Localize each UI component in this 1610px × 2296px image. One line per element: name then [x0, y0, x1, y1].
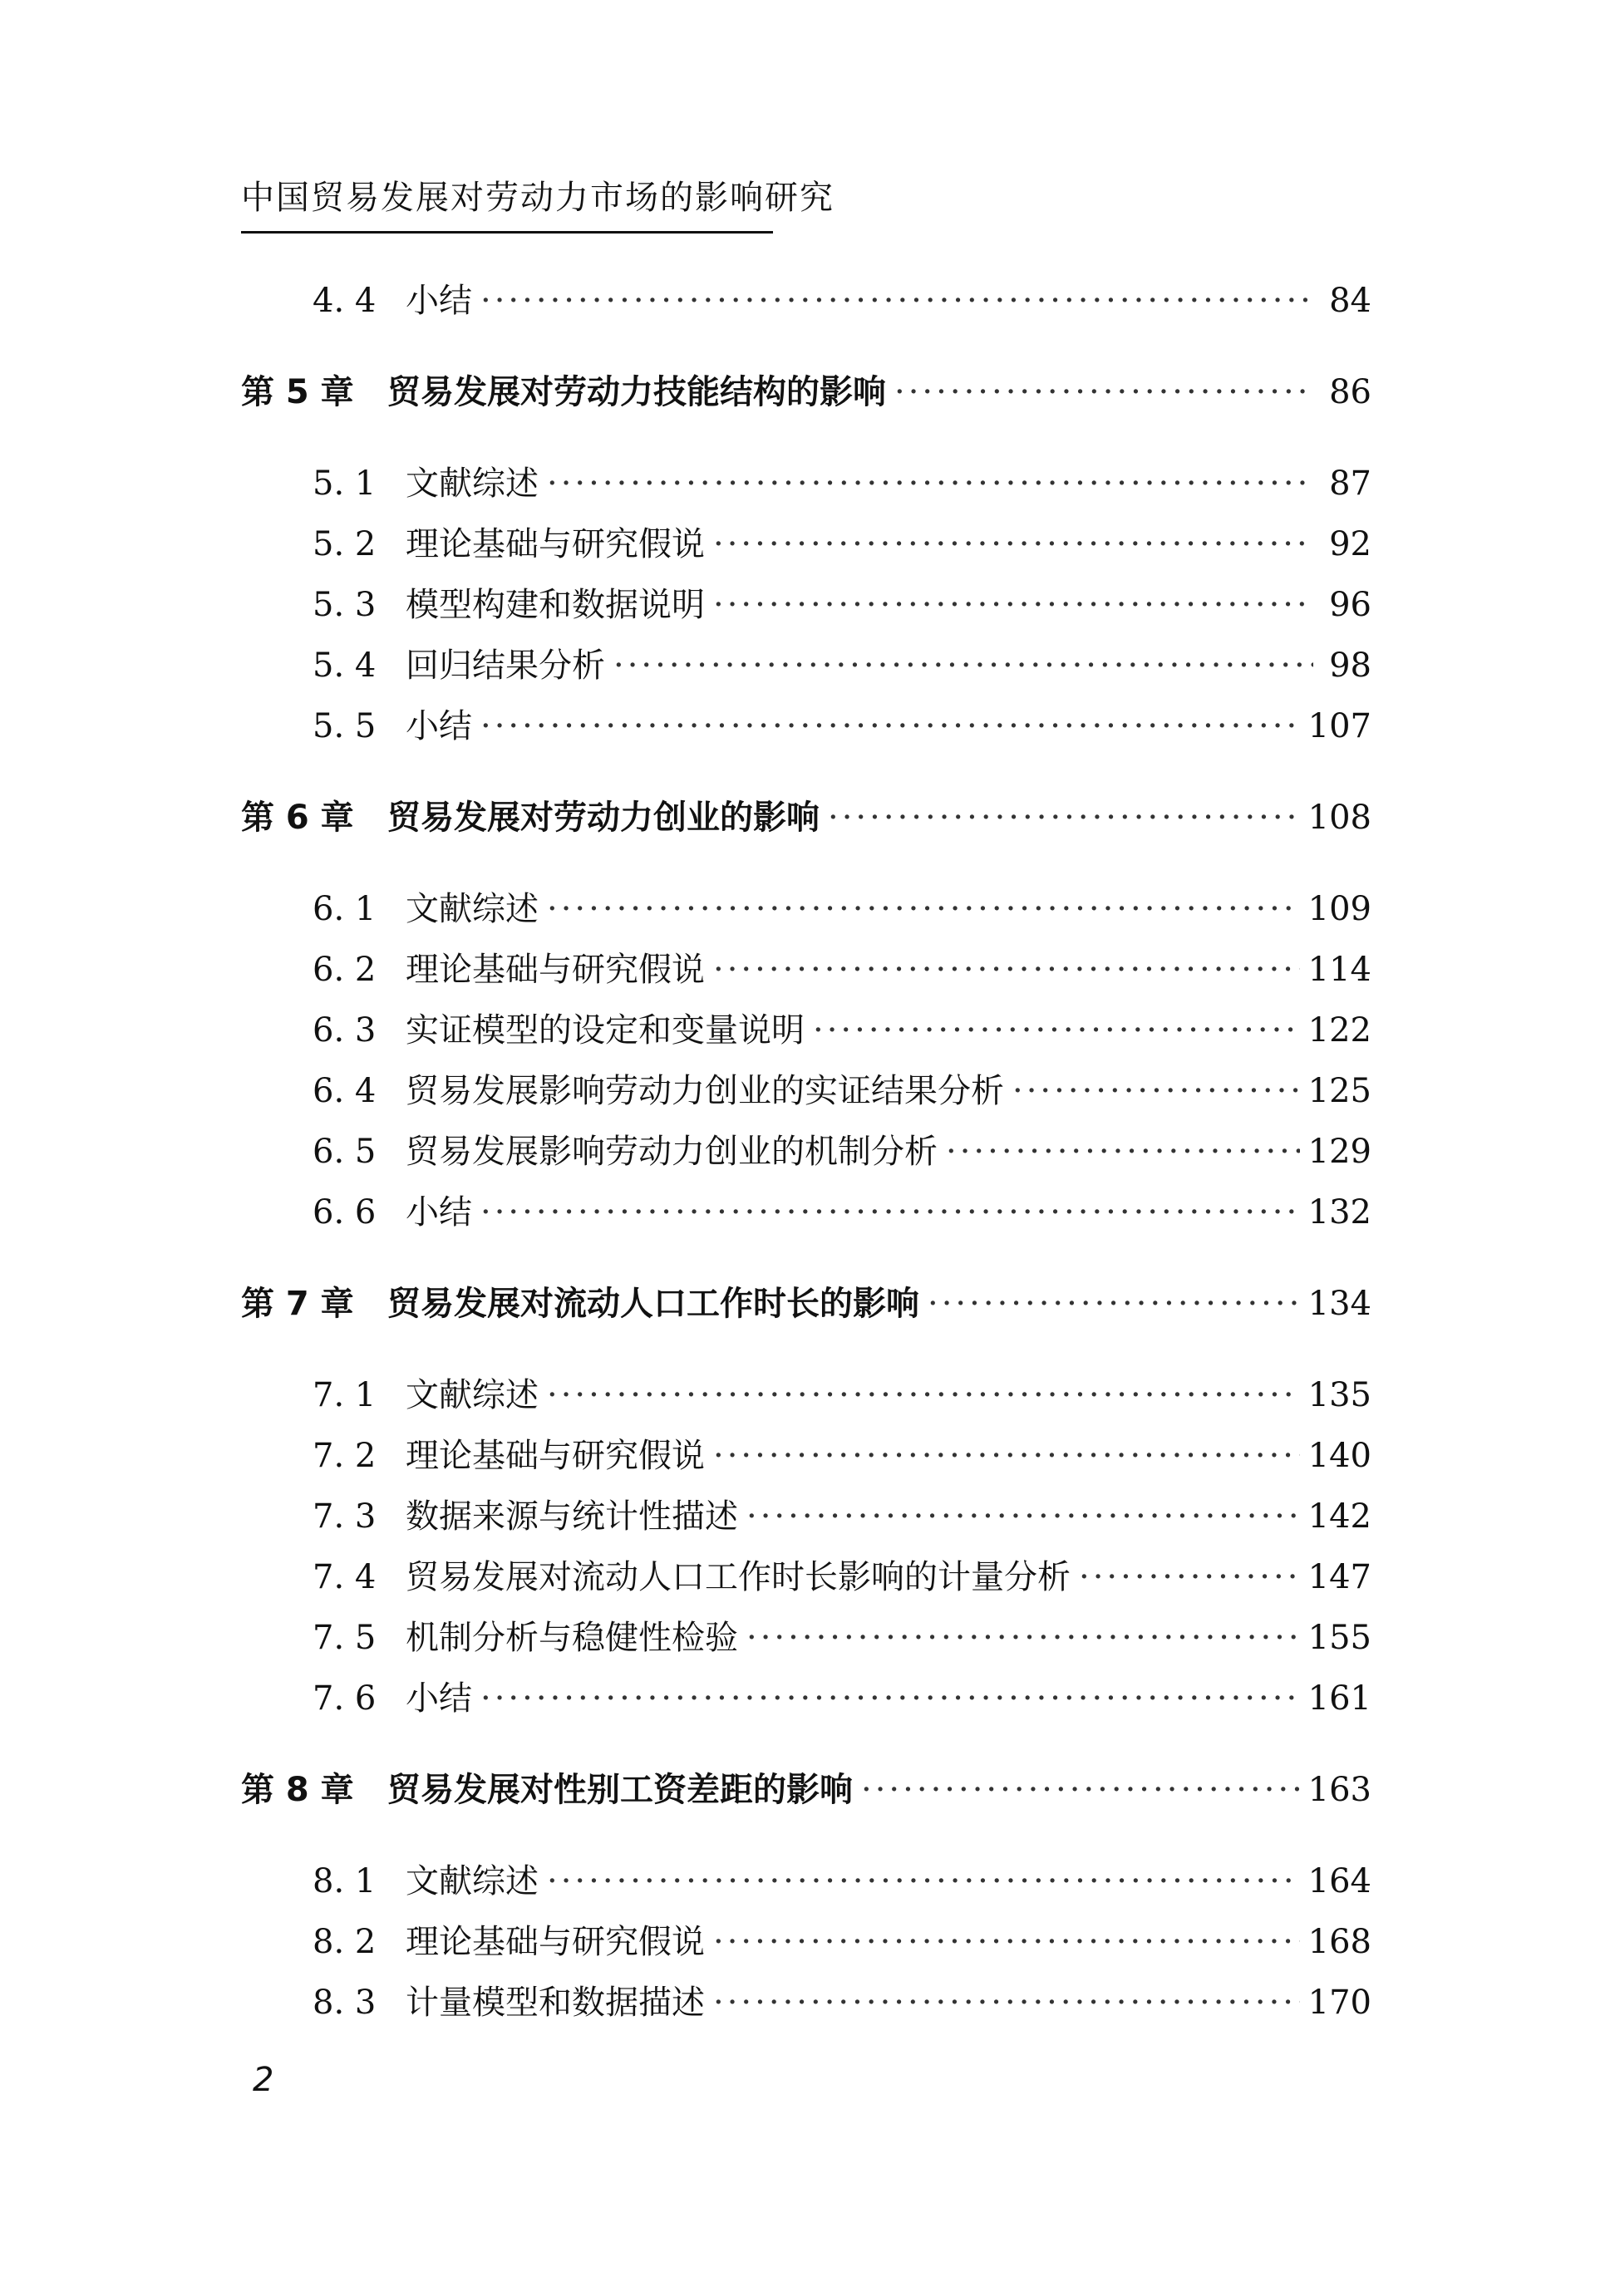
toc-title: 计量模型和数据描述 [406, 1984, 705, 2022]
toc-number: 第 6 章 [241, 799, 354, 837]
dot-leader [547, 1376, 1300, 1414]
toc-number: 6. 5 [313, 1133, 377, 1171]
dot-leader [861, 1771, 1300, 1809]
dot-leader [480, 707, 1300, 745]
toc-page: 114 [1307, 951, 1371, 989]
toc-title: 理论基础与研究假说 [406, 1923, 705, 1961]
toc-title: 贸易发展对劳动力创业的影响 [387, 799, 820, 837]
toc-page: 96 [1329, 586, 1371, 624]
toc-page: 155 [1307, 1619, 1371, 1657]
toc-title: 贸易发展影响劳动力创业的实证结果分析 [406, 1072, 1004, 1110]
toc-entry[interactable] [241, 518, 1371, 568]
dot-leader [713, 586, 1313, 624]
toc-number: 5. 1 [313, 465, 377, 503]
toc-entry[interactable] [241, 1672, 1371, 1722]
dot-leader [1079, 1558, 1300, 1596]
dot-leader [828, 799, 1300, 837]
toc-entry[interactable] [241, 883, 1371, 932]
page-number: 2 [253, 2061, 274, 2099]
toc-number: 7. 1 [313, 1376, 377, 1414]
toc-page: 140 [1307, 1437, 1371, 1475]
toc-title: 回归结果分析 [406, 647, 605, 685]
toc-number: 6. 6 [313, 1193, 377, 1232]
toc-page: 122 [1307, 1011, 1371, 1050]
toc-page: 107 [1307, 707, 1371, 745]
toc-entry[interactable] [241, 1125, 1371, 1175]
toc-number: 第 7 章 [241, 1285, 354, 1323]
toc-page: 134 [1307, 1285, 1371, 1323]
toc-number: 6. 1 [313, 890, 377, 928]
toc-page: 84 [1329, 282, 1371, 320]
dot-leader [746, 1497, 1300, 1536]
toc-title: 模型构建和数据说明 [406, 586, 705, 624]
toc-chapter[interactable] [241, 366, 1371, 415]
dot-leader [613, 647, 1313, 685]
toc-entry[interactable] [241, 274, 1371, 324]
toc-number: 6. 4 [313, 1072, 377, 1110]
dot-leader [713, 951, 1300, 989]
toc-title: 实证模型的设定和变量说明 [406, 1011, 805, 1050]
dot-leader [813, 1011, 1300, 1050]
dot-leader [480, 1679, 1300, 1718]
dot-leader [746, 1619, 1300, 1657]
dot-leader [547, 1862, 1300, 1900]
toc-number: 5. 5 [313, 707, 377, 745]
toc-number: 6. 2 [313, 951, 377, 989]
toc-page: 109 [1307, 890, 1371, 928]
dot-leader [928, 1285, 1300, 1323]
toc-page: 86 [1329, 373, 1371, 411]
toc-number: 7. 3 [313, 1497, 377, 1536]
toc-title: 贸易发展对性别工资差距的影响 [387, 1771, 853, 1809]
toc-title: 理论基础与研究假说 [406, 525, 705, 563]
toc-title: 贸易发展影响劳动力创业的机制分析 [406, 1133, 938, 1171]
toc-chapter[interactable] [241, 1277, 1371, 1327]
toc-title: 贸易发展对劳动力技能结构的影响 [387, 373, 886, 411]
toc-number: 第 5 章 [241, 373, 354, 411]
toc-title: 理论基础与研究假说 [406, 951, 705, 989]
dot-leader [894, 373, 1313, 411]
toc-entry[interactable] [241, 1429, 1371, 1479]
toc-entry[interactable] [241, 1004, 1371, 1054]
toc-title: 文献综述 [406, 465, 539, 503]
toc-page: 170 [1307, 1984, 1371, 2022]
toc-entry[interactable] [241, 1976, 1371, 2026]
dot-leader [946, 1133, 1300, 1171]
toc-number: 7. 5 [313, 1619, 377, 1657]
toc-page: 142 [1307, 1497, 1371, 1536]
toc-page: 163 [1307, 1771, 1371, 1809]
toc-entry[interactable] [241, 457, 1371, 507]
dot-leader [713, 1923, 1300, 1961]
running-header [241, 175, 835, 221]
toc-number: 8. 1 [313, 1862, 377, 1900]
toc-title: 数据来源与统计性描述 [406, 1497, 738, 1536]
toc-number: 5. 3 [313, 586, 377, 624]
toc-page: 147 [1307, 1558, 1371, 1596]
toc-entry[interactable] [241, 1611, 1371, 1661]
dot-leader [713, 525, 1313, 563]
toc-number: 7. 4 [313, 1558, 377, 1596]
toc-title: 机制分析与稳健性检验 [406, 1619, 738, 1657]
toc-number: 7. 2 [313, 1437, 377, 1475]
toc-number: 6. 3 [313, 1011, 377, 1050]
toc-page: 125 [1307, 1072, 1371, 1110]
toc-title: 文献综述 [406, 1376, 539, 1414]
toc-entry[interactable] [241, 1186, 1371, 1236]
toc-page: 98 [1329, 647, 1371, 685]
toc-number: 4. 4 [313, 282, 377, 320]
toc-title: 小结 [406, 707, 472, 745]
toc-title: 文献综述 [406, 890, 539, 928]
dot-leader [713, 1437, 1300, 1475]
toc-number: 8. 3 [313, 1984, 377, 2022]
toc-number: 7. 6 [313, 1679, 377, 1718]
dot-leader [480, 282, 1313, 320]
toc-page: 108 [1307, 799, 1371, 837]
toc-page: 87 [1329, 465, 1371, 503]
dot-leader [547, 465, 1313, 503]
header-rule [241, 231, 773, 234]
toc-number: 8. 2 [313, 1923, 377, 1961]
toc-entry[interactable] [241, 1369, 1371, 1418]
toc-page: 92 [1329, 525, 1371, 563]
toc-entry[interactable] [241, 943, 1371, 993]
toc-entry[interactable] [241, 1551, 1371, 1600]
toc-entry[interactable] [241, 1855, 1371, 1905]
book-title: 中国贸易发展对劳动力市场的影响研究 [241, 179, 835, 217]
toc-page: 168 [1307, 1923, 1371, 1961]
toc-chapter[interactable] [241, 791, 1371, 841]
dot-leader [547, 890, 1300, 928]
toc-entry[interactable] [241, 1064, 1371, 1114]
toc-title: 小结 [406, 1679, 472, 1718]
dot-leader [480, 1193, 1300, 1232]
toc-entry[interactable] [241, 700, 1371, 750]
toc-entry[interactable] [241, 1490, 1371, 1540]
toc-page: 129 [1307, 1133, 1371, 1171]
toc-number: 5. 2 [313, 525, 377, 563]
toc-title: 贸易发展对流动人口工作时长影响的计量分析 [406, 1558, 1071, 1596]
toc-number: 第 8 章 [241, 1771, 354, 1809]
toc-entry[interactable] [241, 578, 1371, 628]
toc-entry[interactable] [241, 639, 1371, 689]
toc-title: 文献综述 [406, 1862, 539, 1900]
toc-page: 132 [1307, 1193, 1371, 1232]
toc-page: 135 [1307, 1376, 1371, 1414]
toc-entry[interactable] [241, 1915, 1371, 1965]
toc-page: 164 [1307, 1862, 1371, 1900]
toc-page: 161 [1307, 1679, 1371, 1718]
toc-number: 5. 4 [313, 647, 377, 685]
toc-title: 小结 [406, 1193, 472, 1232]
dot-leader [1012, 1072, 1300, 1110]
toc-title: 贸易发展对流动人口工作时长的影响 [387, 1285, 919, 1323]
dot-leader [713, 1984, 1300, 2022]
toc-title: 小结 [406, 282, 472, 320]
toc-chapter[interactable] [241, 1763, 1371, 1813]
toc-title: 理论基础与研究假说 [406, 1437, 705, 1475]
